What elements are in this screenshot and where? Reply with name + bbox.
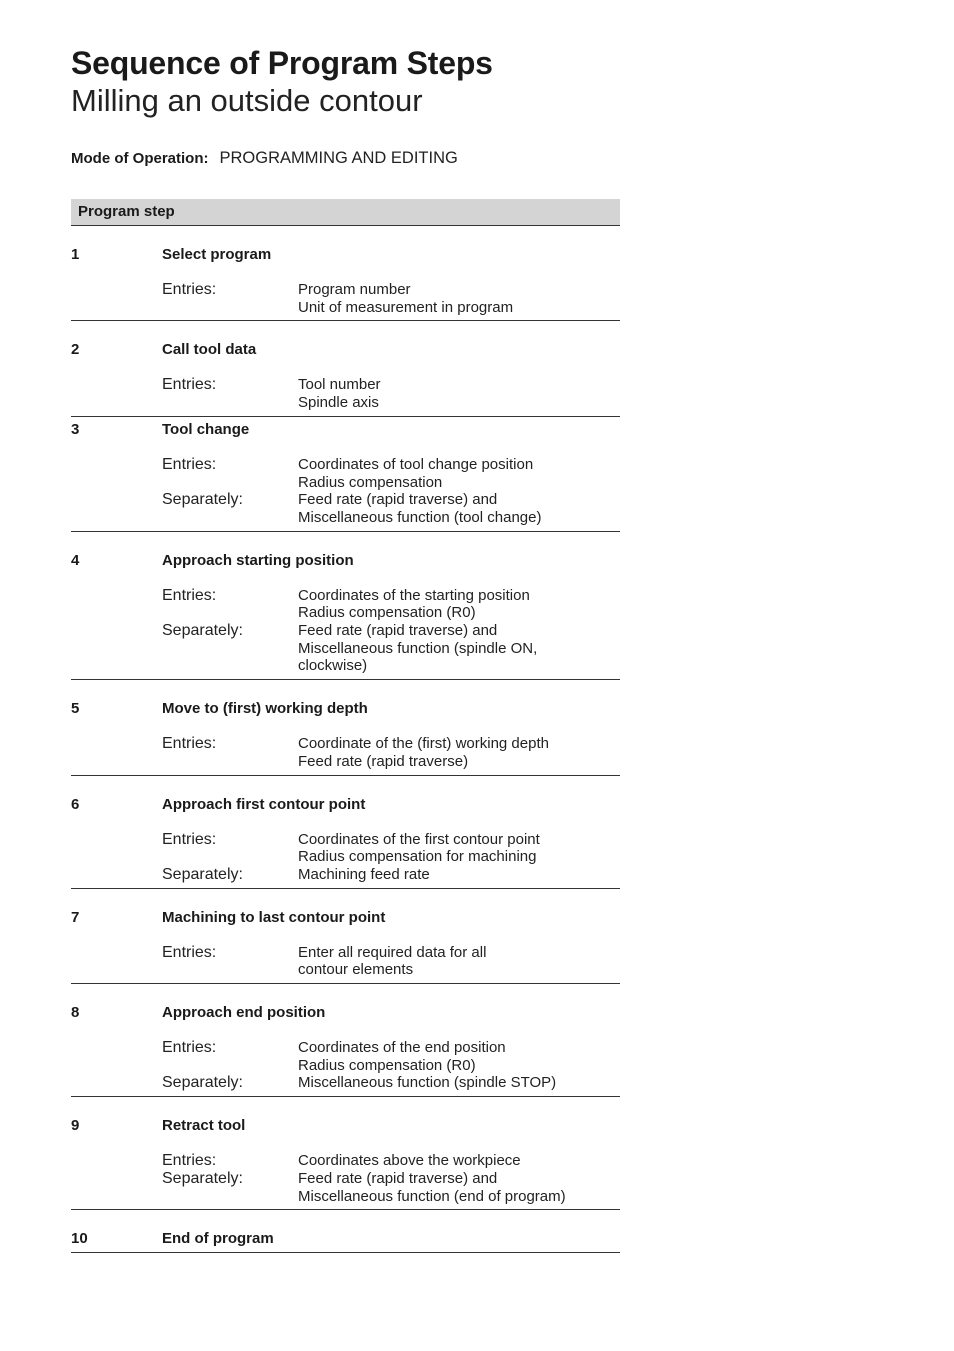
- entry-label: Entries:: [162, 376, 217, 394]
- step-entries: [71, 1152, 620, 1205]
- entry-row: [71, 1074, 620, 1092]
- step-number: 1: [71, 246, 80, 263]
- step-number: 3: [71, 420, 80, 438]
- page-header: [71, 44, 620, 171]
- entry-value: Coordinates of the starting position: [298, 586, 530, 604]
- step-entries: [71, 831, 620, 884]
- step-heading: [71, 796, 620, 814]
- step-entries: [71, 735, 620, 770]
- entry-row: [71, 281, 620, 316]
- step-title: Tool change: [162, 420, 250, 438]
- step-heading: [71, 909, 620, 927]
- entry-label: Separately:: [162, 1169, 243, 1187]
- entry-label: Entries:: [162, 943, 217, 961]
- entry-value: contour elements: [298, 961, 414, 979]
- step-heading: [71, 246, 620, 264]
- mode-of-operation: [71, 149, 620, 171]
- program-step-2: [71, 321, 620, 416]
- entry-value: Coordinates of the first contour point: [298, 830, 540, 848]
- entry-row: [71, 1170, 620, 1205]
- entry-value: Miscellaneous function (spindle STOP): [298, 1074, 557, 1092]
- entry-row: [71, 831, 620, 866]
- entry-value: Radius compensation: [298, 473, 443, 491]
- entry-row: [71, 587, 620, 622]
- entry-value: Spindle axis: [298, 394, 379, 412]
- step-heading: [71, 1230, 620, 1248]
- step-heading: [71, 1117, 620, 1135]
- step-title: Retract tool: [162, 1117, 246, 1135]
- entry-value: Miscellaneous function (tool change): [298, 508, 542, 526]
- entry-row: [71, 735, 620, 770]
- entry-value: Radius compensation (R0): [298, 604, 476, 622]
- step-number: 2: [71, 341, 80, 359]
- mode-value: PROGRAMMING AND EDITING: [219, 149, 458, 167]
- entry-label: Separately:: [162, 1074, 243, 1092]
- entry-value: Miscellaneous function (end of program): [298, 1187, 566, 1205]
- program-steps-table: [71, 199, 620, 1253]
- entry-value: Coordinates of tool change position: [298, 455, 534, 473]
- program-step-8: [71, 984, 620, 1097]
- entry-value: Program number: [298, 281, 411, 298]
- entry-value: Radius compensation (R0): [298, 1056, 476, 1074]
- step-heading: [71, 1004, 620, 1022]
- entry-row: [71, 944, 620, 979]
- step-title: End of program: [162, 1230, 274, 1248]
- step-entries: [71, 281, 620, 316]
- step-number: 5: [71, 700, 80, 718]
- program-step-6: [71, 776, 620, 889]
- step-title: Call tool data: [162, 341, 257, 359]
- entry-label: Entries:: [162, 735, 217, 753]
- entry-value: Tool number: [298, 376, 381, 394]
- entry-value: Coordinate of the (first) working depth: [298, 735, 549, 753]
- entry-label: Entries:: [162, 830, 217, 848]
- step-title: Move to (first) working depth: [162, 700, 368, 718]
- step-number: 10: [71, 1230, 88, 1248]
- table-header: Program step: [71, 199, 620, 226]
- entry-label: Entries:: [162, 1152, 217, 1170]
- step-title: Approach end position: [162, 1004, 326, 1022]
- entry-row: [71, 491, 620, 526]
- step-title: Approach starting position: [162, 551, 354, 569]
- entry-label: Entries:: [162, 281, 217, 298]
- page-title: Sequence of Program Steps: [71, 45, 493, 81]
- step-number: 7: [71, 908, 80, 926]
- entry-row: [71, 376, 620, 411]
- entry-label: Separately:: [162, 622, 243, 640]
- entry-value: Machining feed rate: [298, 865, 430, 883]
- entry-label: Separately:: [162, 865, 243, 883]
- step-title: Machining to last contour point: [162, 908, 386, 926]
- program-step-7: [71, 889, 620, 984]
- entry-row: [71, 1152, 620, 1170]
- entry-value: Enter all required data for all: [298, 943, 487, 961]
- entry-value: Feed rate (rapid traverse): [298, 752, 469, 770]
- program-step-3: [71, 417, 620, 532]
- entry-value: Radius compensation for machining: [298, 848, 537, 866]
- step-heading: [71, 341, 620, 359]
- entry-label: Entries:: [162, 586, 217, 604]
- step-number: 4: [71, 551, 80, 569]
- step-entries: [71, 456, 620, 527]
- step-entries: [71, 944, 620, 979]
- step-entries: [71, 1039, 620, 1092]
- step-title: Select program: [162, 246, 272, 263]
- entry-row: [71, 1039, 620, 1074]
- entry-value: Feed rate (rapid traverse) and: [298, 1169, 498, 1187]
- entry-value: Miscellaneous function (spindle ON,: [298, 639, 538, 657]
- entry-value: Coordinates above the workpiece: [298, 1152, 521, 1170]
- step-number: 6: [71, 795, 80, 813]
- step-heading: [71, 421, 620, 439]
- entry-row: [71, 866, 620, 884]
- entry-value: Feed rate (rapid traverse) and: [298, 622, 498, 640]
- step-number: 8: [71, 1004, 80, 1022]
- mode-label: Mode of Operation:: [71, 150, 209, 167]
- program-step-10: [71, 1210, 620, 1253]
- step-entries: [71, 376, 620, 411]
- step-heading: [71, 552, 620, 570]
- entry-value: Feed rate (rapid traverse) and: [298, 491, 498, 509]
- step-heading: [71, 700, 620, 718]
- program-step-4: [71, 532, 620, 681]
- entry-label: Separately:: [162, 491, 243, 509]
- step-title: Approach first contour point: [162, 795, 366, 813]
- entry-value: clockwise): [298, 657, 368, 675]
- steps-list: [71, 226, 620, 1253]
- step-number: 9: [71, 1117, 80, 1135]
- entry-row: [71, 456, 620, 491]
- entry-label: Entries:: [162, 1039, 217, 1057]
- step-entries: [71, 587, 620, 676]
- program-step-1: [71, 226, 620, 321]
- entry-value: Coordinates of the end position: [298, 1039, 506, 1057]
- entry-label: Entries:: [162, 455, 217, 473]
- program-step-5: [71, 680, 620, 775]
- program-step-9: [71, 1097, 620, 1210]
- entry-value: Unit of measurement in program: [298, 298, 514, 316]
- entry-row: [71, 622, 620, 675]
- page-subtitle: Milling an outside contour: [71, 83, 423, 118]
